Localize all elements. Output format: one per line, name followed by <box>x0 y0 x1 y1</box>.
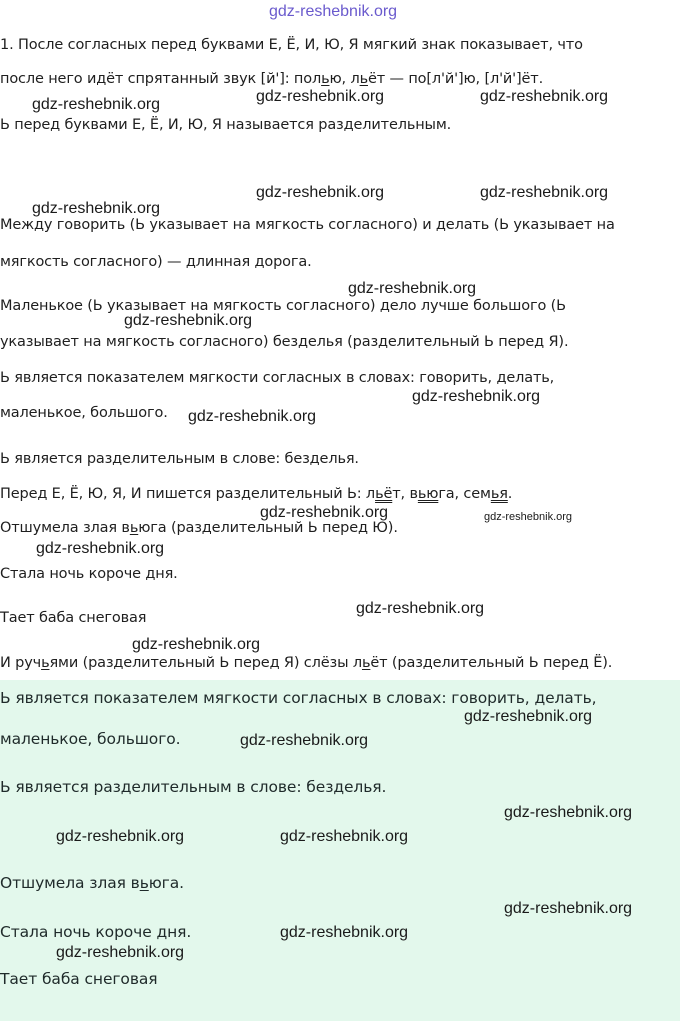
watermark: gdz-reshebnik.org <box>412 388 541 405</box>
watermark: gdz-reshebnik.org <box>484 511 573 523</box>
watermark: gdz-reshebnik.org <box>348 280 477 297</box>
watermark: gdz-reshebnik.org <box>256 184 385 201</box>
text-line: Ь является разделительным в слове: безделья. <box>0 451 359 467</box>
watermark: gdz-reshebnik.org <box>256 88 385 105</box>
site-watermark-header[interactable]: gdz-reshebnik.org <box>269 3 398 20</box>
answer-line: Отшумела злая вьюга. <box>0 874 184 892</box>
text-line: Маленькое (Ь указывает на мягкость согласного) дело лучше большого (Ь <box>0 298 566 314</box>
watermark: gdz-reshebnik.org <box>356 600 485 617</box>
text-line: маленькое, большого. <box>0 405 168 421</box>
text-line: 1. После согласных перед буквами Е, Ё, И, Ю, Я мягкий знак показывает, что <box>0 37 583 53</box>
answer-line: Тает баба снеговая <box>0 970 158 988</box>
watermark: gdz-reshebnik.org <box>280 828 409 845</box>
text-line: Тает баба снеговая <box>0 610 147 626</box>
text-line: после него идёт спрятанный звук [й']: полью, льёт — по[л'й']ю, [л'й']ёт. <box>0 71 544 87</box>
watermark: gdz-reshebnik.org <box>240 732 369 749</box>
watermark: gdz-reshebnik.org <box>132 636 261 653</box>
answer-line: Ь является разделительным в слове: безделья. <box>0 778 387 796</box>
watermark: gdz-reshebnik.org <box>480 184 609 201</box>
watermark: gdz-reshebnik.org <box>124 312 253 329</box>
text-line: указывает на мягкость согласного) безделья (разделительный Ь перед Я). <box>0 334 569 350</box>
answer-line: маленькое, большого. <box>0 730 181 748</box>
text-line: мягкость согласного) — длинная дорога. <box>0 254 312 270</box>
text-line: Ь перед буквами Е, Ё, И, Ю, Я называется разделительным. <box>0 117 452 133</box>
watermark: gdz-reshebnik.org <box>464 708 593 725</box>
answer-line: Ь является показателем мягкости согласных в словах: говорить, делать, <box>0 689 597 707</box>
text-line: Стала ночь короче дня. <box>0 566 178 582</box>
watermark: gdz-reshebnik.org <box>56 828 185 845</box>
watermark: gdz-reshebnik.org <box>188 408 317 425</box>
watermark: gdz-reshebnik.org <box>32 200 161 217</box>
watermark: gdz-reshebnik.org <box>504 804 633 821</box>
watermark: gdz-reshebnik.org <box>504 900 633 917</box>
watermark: gdz-reshebnik.org <box>280 924 409 941</box>
text-line: Ь является показателем мягкости согласных в словах: говорить, делать, <box>0 370 555 386</box>
answer-line: Стала ночь короче дня. <box>0 923 192 941</box>
text-line: И ручьями (разделительный Ь перед Я) слёзы льёт (разделительный Ь перед Ё). <box>0 655 613 671</box>
watermark: gdz-reshebnik.org <box>56 944 185 961</box>
watermark: gdz-reshebnik.org <box>480 88 609 105</box>
watermark: gdz-reshebnik.org <box>32 96 161 113</box>
watermark: gdz-reshebnik.org <box>260 504 389 521</box>
watermark: gdz-reshebnik.org <box>36 540 165 557</box>
text-line: Перед Е, Ё, Ю, Я, И пишется разделительный Ь: льёт, вьюга, семья. <box>0 486 513 502</box>
text-line: Отшумела злая вьюга (разделительный Ь перед Ю). <box>0 520 398 536</box>
text-line: Между говорить (Ь указывает на мягкость согласного) и делать (Ь указывает на <box>0 217 615 233</box>
